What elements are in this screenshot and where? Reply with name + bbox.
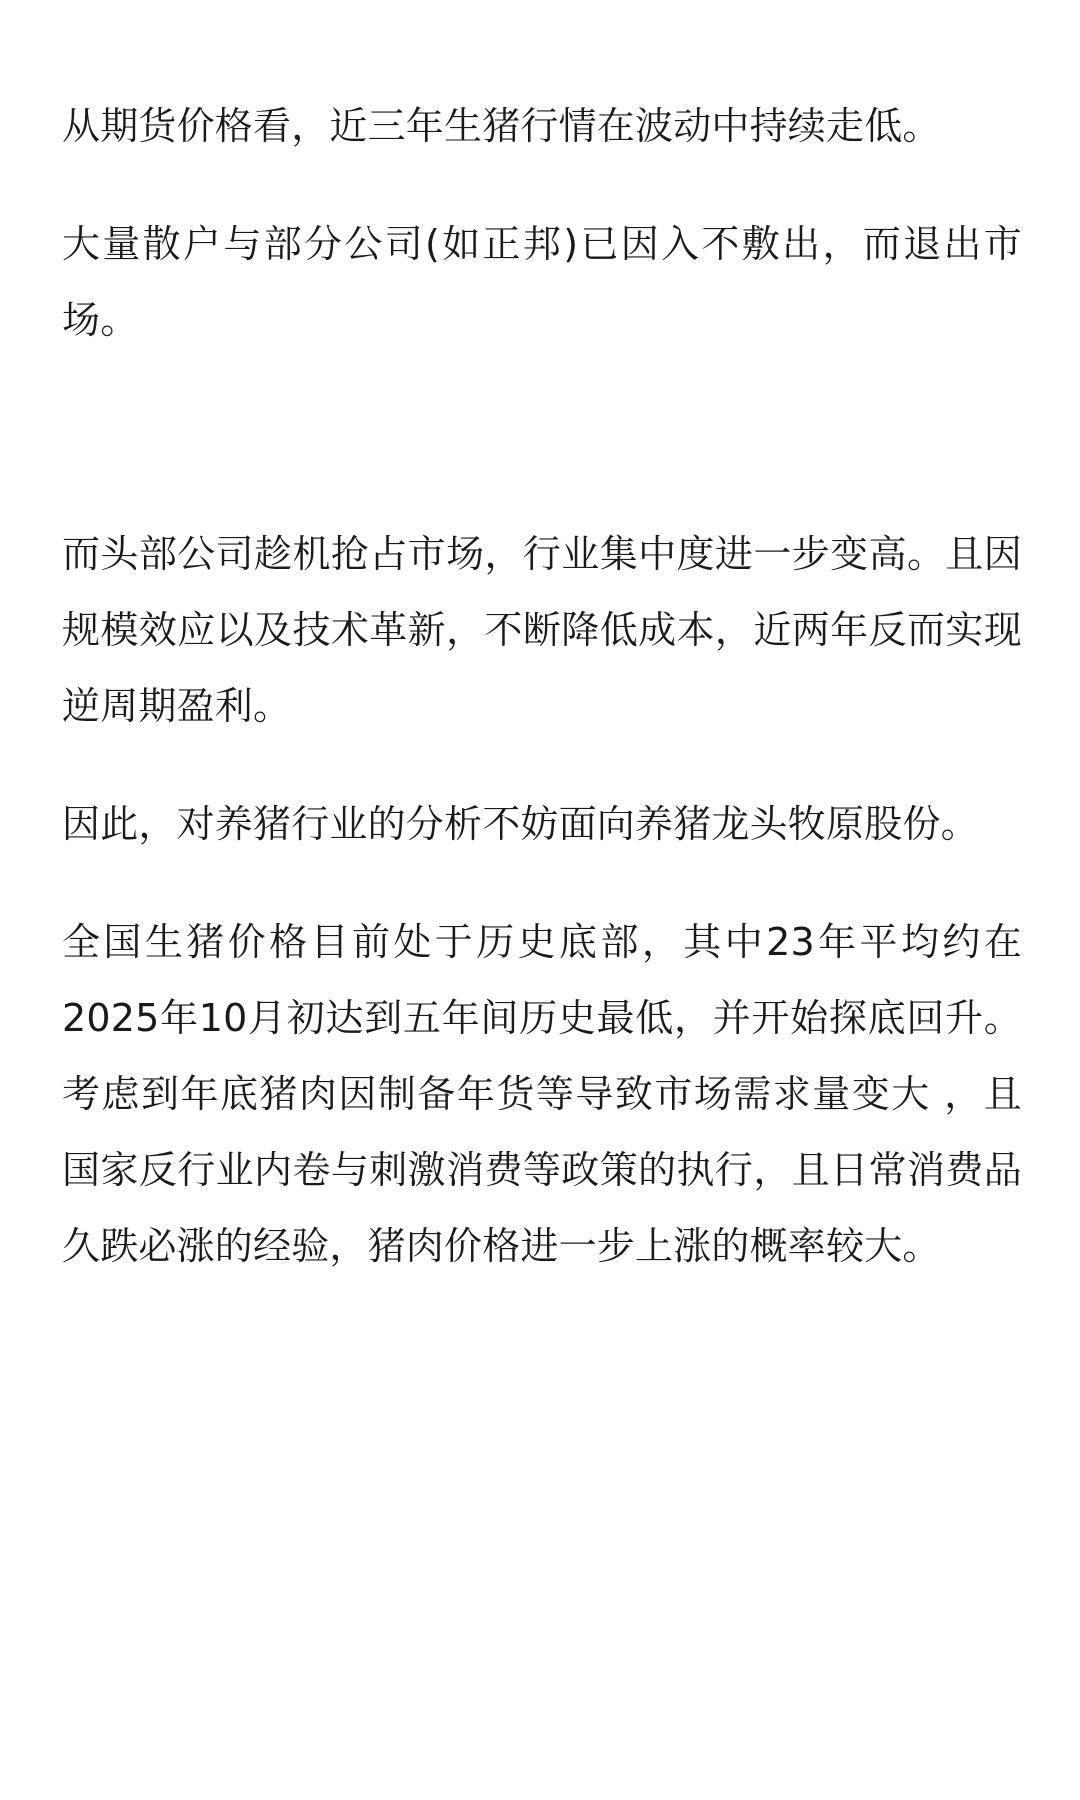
paragraph-price-outlook: 全国生猪价格目前处于历史底部，其中23年平均约在2025年10月初达到五年间历史最低，并开始探底回升。考虑到年底猪肉因制备年货等导致市场需求量变大 ，且国家反行业内卷与刺激消费等政策的执行，且日常消费品久跌必涨的经验，猪肉价格进一步上涨的概率较大。: [62, 920, 1022, 1268]
article-body: [62, 88, 1022, 1284]
paragraph-retail-exit: 大量散户与部分公司(如正邦)已因入不敷出，而退出市场。: [62, 222, 1022, 342]
paragraph-industry-concentration: 而头部公司趁机抢占市场，行业集中度进一步变高。且因规模效应以及技术革新，不断降低成本，近两年反而实现逆周期盈利。: [62, 532, 1022, 728]
paragraph-muyuan-focus: 因此，对养猪行业的分析不妨面向养猪龙头牧原股份。: [62, 802, 979, 846]
paragraph-futures-price: 从期货价格看，近三年生猪行情在波动中持续走低。: [62, 104, 941, 148]
